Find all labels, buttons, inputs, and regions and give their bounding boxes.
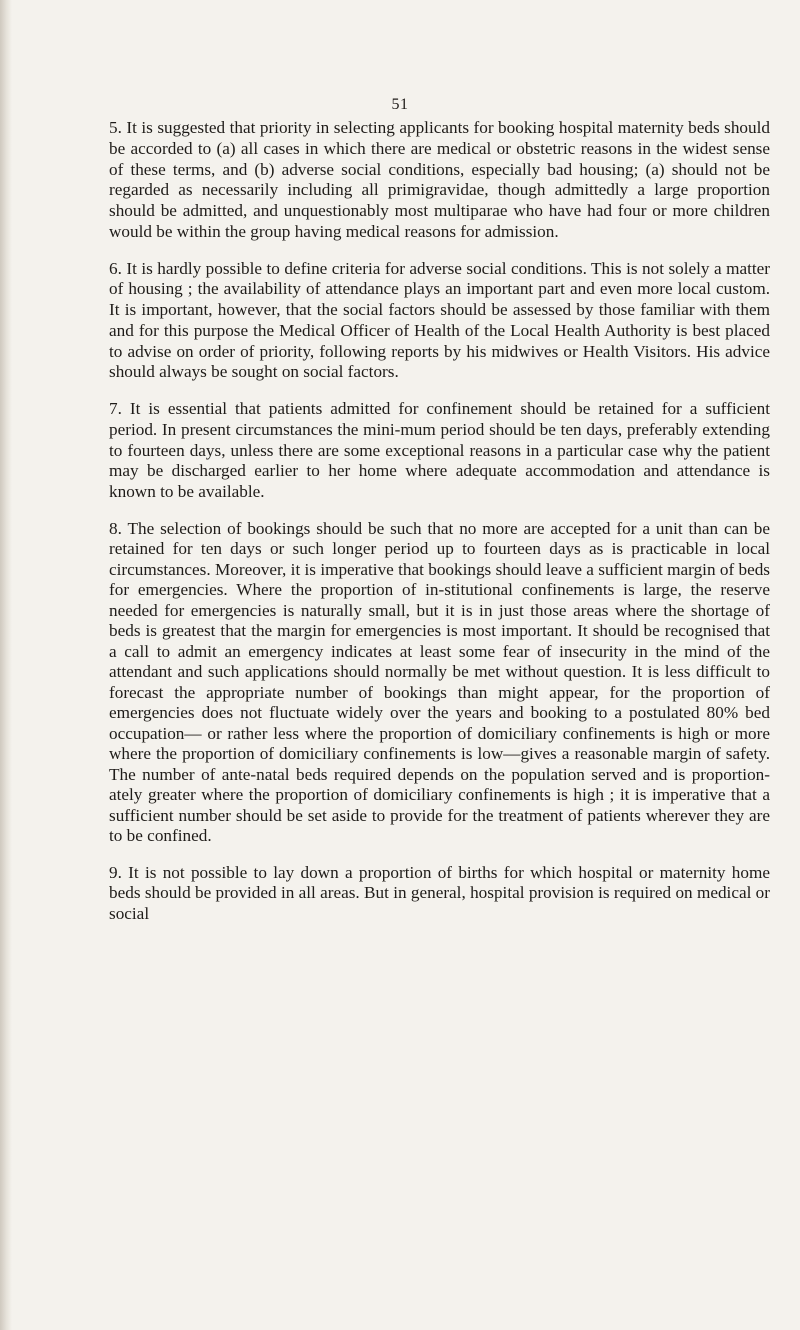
page-number: 51 — [391, 96, 409, 113]
paragraph-7: 7. It is essential that patients admitted for confinement should be retained for a sufficient period. In present circumstances the mini-mum period should be ten days, preferably extending to fourteen days, unless there are some exceptional reasons in a particular case why the patient may be discharged earlier to her home where adequate accommodation and attendance is known to be available. — [109, 399, 770, 501]
scan-edge-shadow — [0, 0, 12, 1330]
paragraph-8: 8. The selection of bookings should be such that no more are accepted for a unit than can be retained for ten days or such longer period up to fourteen days as is practicable in local circumstances. Moreover, it is imperative that bookings should leave a sufficient margin of beds for emergencies. Where the proportion of in-stitutional confinements is large, the reserve needed for emergencies is naturally small, but it is in just those areas where the shortage of beds is greatest that the margin for emergencies is most important. It should be recognised that a call to admit an emergency indicates at least some fear of insecurity in the mind of the attendant and such applications should normally be met without question. It is less difficult to forecast the appropriate number of bookings than might appear, for the proportion of emergencies does not fluctuate widely over the years and booking to a postulated 80% bed occupation— or rather less where the proportion of domiciliary confinements is high or more where the proportion of domiciliary confinements is low—gives a reasonable margin of safety. The number of ante-natal beds required depends on the population served and is proportion-ately greater where the proportion of domiciliary confinements is high ; it is imperative that a sufficient number should be set aside to provide for the treatment of patients wherever they are to be confined. — [109, 518, 770, 846]
paragraph-9: 9. It is not possible to lay down a proportion of births for which hospital or maternity home beds should be provided in all areas. But in general, hospital provision is required on medical or social — [109, 862, 770, 923]
page-body — [109, 118, 770, 940]
paragraph-6: 6. It is hardly possible to define criteria for adverse social conditions. This is not solely a matter of housing ; the availability of attendance plays an important part and even more local custom. It is important, however, that the social factors should be assessed by those familiar with them and for this purpose the Medical Officer of Health of the Local Health Authority is best placed to advise on order of priority, following reports by his midwives or Health Visitors. His advice should always be sought on social factors. — [109, 258, 770, 382]
paragraph-5: 5. It is suggested that priority in selecting applicants for booking hospital maternity beds should be accorded to (a) all cases in which there are medical or obstetric reasons in the widest sense of these terms, and (b) adverse social conditions, especially bad housing; (a) should not be regarded as necessarily including all primigravidae, though admittedly a large proportion should be admitted, and unquestionably most multiparae who have had four or more children would be within the group having medical reasons for admission. — [109, 118, 770, 241]
